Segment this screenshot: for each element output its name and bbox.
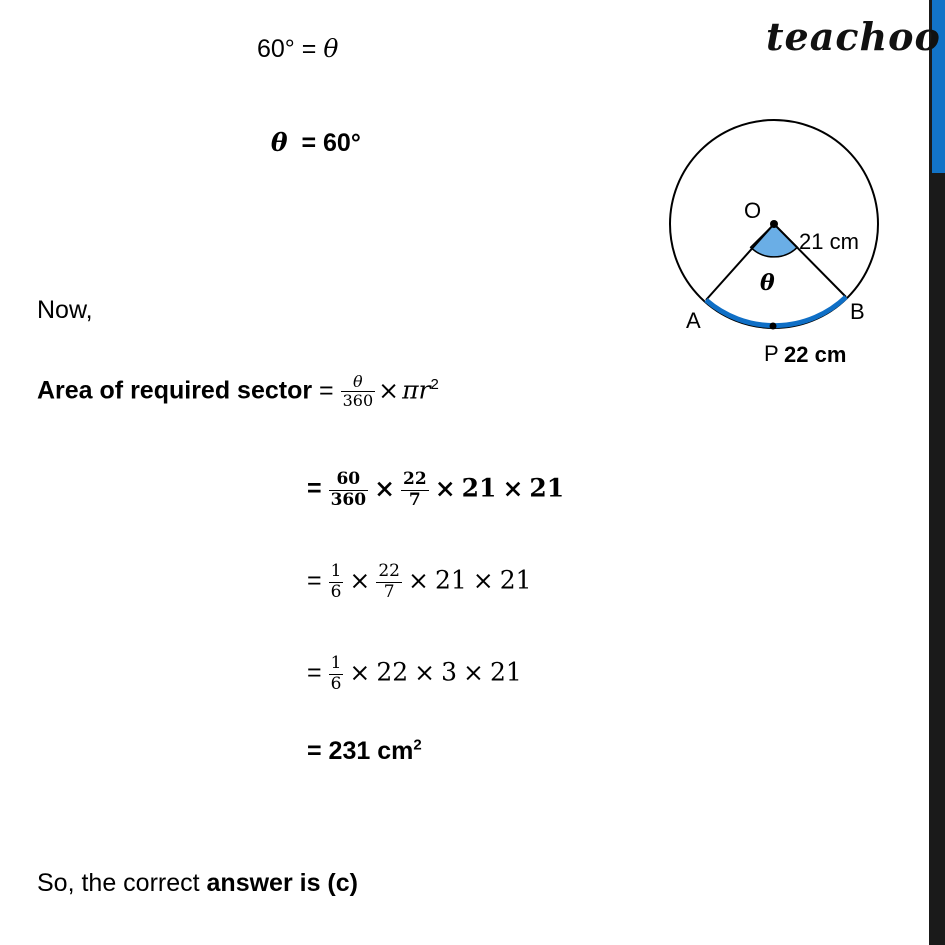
fraction-denominator: 6 <box>330 673 342 694</box>
fraction-1-6 <box>329 562 344 602</box>
equals-sign: = <box>307 474 322 503</box>
result-line <box>307 736 422 766</box>
radius-label: 21 cm <box>799 229 859 254</box>
times-sign: × <box>502 473 524 503</box>
value: 21 <box>434 565 467 595</box>
times-sign: × <box>434 473 456 503</box>
label-p: P <box>764 341 779 366</box>
arc-apb <box>706 297 846 326</box>
theta-symbol: θ <box>270 128 288 157</box>
times-sign: × <box>407 565 429 595</box>
fraction-60-360 <box>329 470 369 510</box>
answer-text: answer is (c) <box>206 869 358 897</box>
value: 21 <box>489 657 522 687</box>
fraction-1-6 <box>329 654 344 694</box>
angle-label: θ <box>760 270 775 296</box>
equals-sign: = <box>294 35 324 63</box>
theta-symbol: θ <box>323 34 339 63</box>
angle-value: 60° <box>257 35 295 63</box>
fraction-denominator: 360 <box>342 391 374 411</box>
center-point <box>770 220 778 228</box>
answer-prefix: So, the correct <box>37 869 207 897</box>
area-label: Area of required sector <box>37 376 313 405</box>
fraction-denominator: 6 <box>330 581 342 602</box>
fraction-numerator: θ <box>341 373 376 392</box>
step-1 <box>307 470 564 510</box>
theta-over-360-fraction <box>341 373 376 411</box>
equation-line-1 <box>257 34 338 64</box>
teachoo-logo: teachoo <box>766 14 941 59</box>
theta-result: = 60° <box>287 129 361 157</box>
fraction-22-7 <box>401 470 429 510</box>
equation-line-2 <box>257 98 361 158</box>
answer-line <box>37 868 358 898</box>
result-exponent: 2 <box>413 736 422 754</box>
fraction-denominator: 7 <box>408 489 421 510</box>
times-sign: × <box>463 657 484 687</box>
label-o: O <box>744 198 762 223</box>
arc-length-label: 22 cm <box>784 342 847 367</box>
times-sign: × <box>378 375 400 405</box>
equals-sign: = <box>312 376 341 405</box>
fraction-22-7 <box>376 562 402 602</box>
value: 22 <box>376 657 409 687</box>
times-sign: × <box>472 565 494 595</box>
step-2 <box>307 562 532 602</box>
times-sign: × <box>414 657 436 687</box>
value: 21 <box>461 473 497 503</box>
result-value: = 231 cm <box>307 737 414 765</box>
fraction-denominator: 7 <box>383 581 395 602</box>
step-3 <box>307 654 522 694</box>
fraction-numerator: 1 <box>330 653 342 673</box>
fraction-numerator: 1 <box>330 561 342 581</box>
times-sign: × <box>349 565 371 595</box>
fraction-denominator: 360 <box>330 489 367 510</box>
fraction-numerator: 60 <box>329 470 369 491</box>
area-formula-line <box>37 373 439 411</box>
fraction-numerator: 22 <box>403 469 427 489</box>
fraction-numerator: 22 <box>378 561 400 581</box>
times-sign: × <box>374 473 396 503</box>
point-p <box>770 323 777 330</box>
times-sign: × <box>349 657 371 687</box>
value: 21 <box>529 473 565 503</box>
equals-sign: = <box>307 566 322 595</box>
equals-sign: = <box>307 658 322 687</box>
value: 21 <box>499 565 532 595</box>
sector-diagram <box>640 100 920 380</box>
exponent: 2 <box>430 376 439 394</box>
label-a: A <box>686 308 701 333</box>
label-b: B <box>850 299 865 324</box>
value: 3 <box>441 657 458 687</box>
pi-r: πr <box>402 375 431 405</box>
now-text: Now, <box>37 296 93 324</box>
